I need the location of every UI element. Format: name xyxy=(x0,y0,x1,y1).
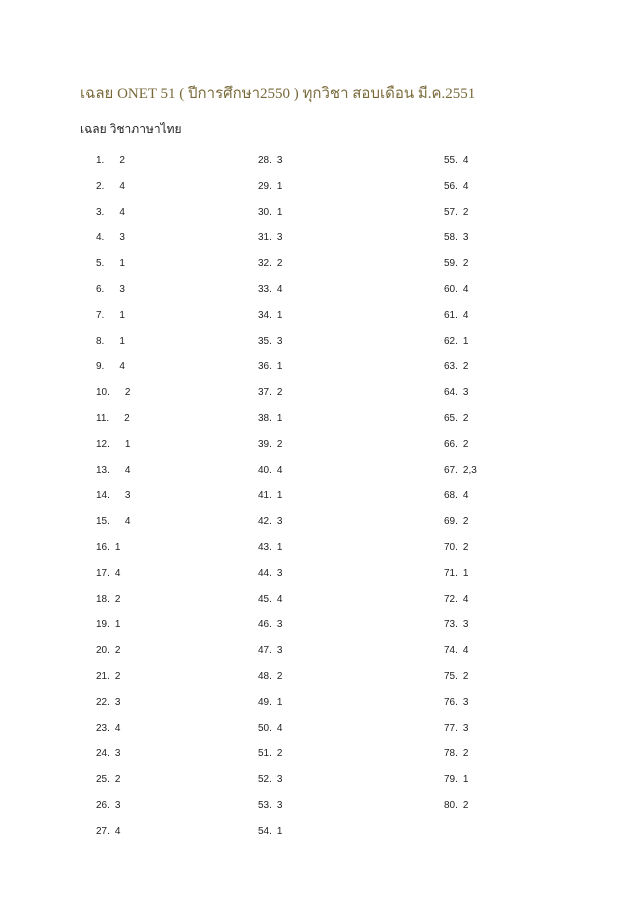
answer-item xyxy=(258,386,282,412)
answer-value: 1 xyxy=(119,258,125,270)
answer-column-1 xyxy=(96,154,130,851)
question-number: 48. xyxy=(258,670,272,682)
answer-item xyxy=(96,799,130,825)
answer-item xyxy=(96,489,130,515)
question-number: 29. xyxy=(258,180,272,192)
question-number: 11. xyxy=(96,412,110,424)
question-number: 67. xyxy=(444,464,458,476)
question-number: 2. xyxy=(96,180,105,192)
answer-item xyxy=(444,747,477,773)
answer-value: 4 xyxy=(462,645,469,657)
question-number: 71. xyxy=(444,567,458,579)
answer-item xyxy=(96,722,130,748)
answer-item xyxy=(444,438,477,464)
question-number: 33. xyxy=(258,283,272,295)
question-number: 64. xyxy=(444,387,458,399)
answer-value: 2 xyxy=(276,438,283,450)
answer-item xyxy=(258,283,282,309)
answer-item xyxy=(258,180,282,206)
question-number: 65. xyxy=(444,412,458,424)
answer-value: 1 xyxy=(114,619,121,631)
answer-value: 2 xyxy=(276,748,283,760)
answer-value: 2,3 xyxy=(462,464,477,476)
answer-item xyxy=(96,360,130,386)
answer-item xyxy=(258,438,282,464)
answer-value: 2 xyxy=(462,516,469,528)
answer-value: 3 xyxy=(119,283,125,295)
question-number: 7. xyxy=(96,309,105,321)
answer-item xyxy=(258,593,282,619)
question-number: 80. xyxy=(444,799,458,811)
answer-value: 3 xyxy=(119,232,125,244)
question-number: 16. xyxy=(96,541,110,553)
answer-value: 1 xyxy=(276,361,283,373)
question-number: 49. xyxy=(258,696,272,708)
question-number: 14. xyxy=(96,490,110,502)
answer-item xyxy=(444,696,477,722)
question-number: 59. xyxy=(444,258,458,270)
question-number: 21. xyxy=(96,670,110,682)
answer-item xyxy=(258,335,282,361)
question-number: 28. xyxy=(258,155,272,166)
answer-item xyxy=(96,283,130,309)
answer-item xyxy=(258,747,282,773)
answer-item xyxy=(444,386,477,412)
answer-value: 4 xyxy=(119,206,125,218)
question-number: 15. xyxy=(96,516,110,528)
question-number: 69. xyxy=(444,516,458,528)
question-number: 10. xyxy=(96,387,110,399)
question-number: 40. xyxy=(258,464,272,476)
question-number: 30. xyxy=(258,206,272,218)
question-number: 47. xyxy=(258,645,272,657)
answer-value: 1 xyxy=(119,335,125,347)
answer-value: 3 xyxy=(462,722,469,734)
answer-value: 4 xyxy=(114,567,121,579)
answer-item xyxy=(444,593,477,619)
answer-item xyxy=(96,206,130,232)
question-number: 76. xyxy=(444,696,458,708)
section-heading: เฉลย วิชาภาษาไทย xyxy=(80,122,182,136)
answer-value: 4 xyxy=(462,490,469,502)
answer-value: 4 xyxy=(114,722,121,734)
question-number: 75. xyxy=(444,670,458,682)
question-number: 73. xyxy=(444,619,458,631)
question-number: 37. xyxy=(258,387,272,399)
answer-item xyxy=(258,309,282,335)
answer-item xyxy=(96,412,130,438)
answer-item xyxy=(444,644,477,670)
question-number: 32. xyxy=(258,258,272,270)
answer-item xyxy=(96,464,130,490)
question-number: 20. xyxy=(96,645,110,657)
question-number: 31. xyxy=(258,232,272,244)
answer-item xyxy=(444,515,477,541)
answer-item xyxy=(444,773,477,799)
answer-value: 2 xyxy=(124,412,130,424)
question-number: 46. xyxy=(258,619,272,631)
answer-item xyxy=(258,257,282,283)
answer-value: 3 xyxy=(462,232,469,244)
question-number: 9. xyxy=(96,361,105,373)
answer-value: 4 xyxy=(462,309,469,321)
question-number: 58. xyxy=(444,232,458,244)
answer-value: 4 xyxy=(276,593,283,605)
question-number: 66. xyxy=(444,438,458,450)
answer-item xyxy=(444,618,477,644)
answer-item xyxy=(96,438,130,464)
answer-item xyxy=(96,309,130,335)
answer-value: 4 xyxy=(276,722,283,734)
answer-value: 1 xyxy=(119,309,125,321)
answer-item xyxy=(96,386,130,412)
answer-value: 1 xyxy=(462,774,469,786)
answer-value: 4 xyxy=(276,283,283,295)
question-number: 6. xyxy=(96,283,105,295)
question-number: 38. xyxy=(258,412,272,424)
answer-value: 4 xyxy=(462,593,469,605)
answer-value: 1 xyxy=(462,335,469,347)
question-number: 17. xyxy=(96,567,110,579)
question-number: 3. xyxy=(96,206,105,218)
answer-value: 2 xyxy=(114,670,121,682)
question-number: 72. xyxy=(444,593,458,605)
answer-value: 2 xyxy=(119,155,125,166)
answer-item xyxy=(258,696,282,722)
answer-value: 3 xyxy=(114,696,121,708)
answer-item xyxy=(444,257,477,283)
answer-value: 2 xyxy=(462,258,469,270)
answer-value: 3 xyxy=(276,619,283,631)
answer-value: 4 xyxy=(124,464,131,476)
question-number: 39. xyxy=(258,438,272,450)
answer-item xyxy=(258,154,282,180)
answer-item xyxy=(96,541,130,567)
question-number: 60. xyxy=(444,283,458,295)
answer-item xyxy=(258,670,282,696)
answer-item xyxy=(444,799,477,825)
question-number: 43. xyxy=(258,541,272,553)
question-number: 56. xyxy=(444,180,458,192)
answer-item xyxy=(444,309,477,335)
answer-item xyxy=(444,567,477,593)
answer-item xyxy=(444,206,477,232)
answer-value: 3 xyxy=(462,387,469,399)
answer-item xyxy=(444,412,477,438)
answer-item xyxy=(444,541,477,567)
question-number: 57. xyxy=(444,206,458,218)
answer-item xyxy=(444,180,477,206)
answer-value: 2 xyxy=(462,748,469,760)
question-number: 1. xyxy=(96,155,105,166)
answer-item xyxy=(444,154,477,180)
question-number: 53. xyxy=(258,799,272,811)
answer-item xyxy=(96,257,130,283)
answer-item xyxy=(444,489,477,515)
answer-value: 1 xyxy=(276,206,283,218)
question-number: 54. xyxy=(258,825,272,837)
question-number: 41. xyxy=(258,490,272,502)
answer-value: 4 xyxy=(119,180,125,192)
question-number: 26. xyxy=(96,799,110,811)
question-number: 4. xyxy=(96,232,105,244)
question-number: 36. xyxy=(258,361,272,373)
question-number: 61. xyxy=(444,309,458,321)
answer-column-3 xyxy=(444,154,477,825)
answer-value: 1 xyxy=(276,309,283,321)
question-number: 27. xyxy=(96,825,110,837)
answer-item xyxy=(258,618,282,644)
answer-item xyxy=(444,231,477,257)
answer-item xyxy=(96,696,130,722)
page-title: เฉลย ONET 51 ( ปีการศึกษา2550 ) ทุกวิชา สอบเดือน มี.ค.2551 xyxy=(80,86,476,102)
answer-value: 3 xyxy=(124,490,131,502)
answer-value: 4 xyxy=(276,464,283,476)
answer-value: 2 xyxy=(462,412,469,424)
answer-value: 2 xyxy=(276,258,283,270)
answer-value: 2 xyxy=(462,438,469,450)
question-number: 13. xyxy=(96,464,110,476)
answer-value: 2 xyxy=(114,774,121,786)
answer-value: 4 xyxy=(462,180,469,192)
answer-value: 4 xyxy=(119,361,125,373)
answer-item xyxy=(96,618,130,644)
answer-value: 4 xyxy=(462,155,469,166)
question-number: 79. xyxy=(444,774,458,786)
answer-item xyxy=(96,515,130,541)
answer-item xyxy=(258,515,282,541)
answer-item xyxy=(258,799,282,825)
answer-item xyxy=(96,180,130,206)
answer-value: 4 xyxy=(114,825,121,837)
answer-value: 1 xyxy=(276,541,283,553)
answer-value: 3 xyxy=(276,799,283,811)
answer-value: 1 xyxy=(276,825,283,837)
answer-value: 2 xyxy=(462,206,469,218)
answer-item xyxy=(258,231,282,257)
question-number: 12. xyxy=(96,438,110,450)
answer-value: 1 xyxy=(124,438,131,450)
answer-value: 3 xyxy=(114,799,121,811)
answer-value: 2 xyxy=(114,645,121,657)
answer-value: 3 xyxy=(276,774,283,786)
question-number: 35. xyxy=(258,335,272,347)
answer-item xyxy=(96,747,130,773)
answer-value: 3 xyxy=(276,567,283,579)
answer-value: 2 xyxy=(462,541,469,553)
question-number: 42. xyxy=(258,516,272,528)
answer-item xyxy=(96,335,130,361)
answer-value: 3 xyxy=(462,619,469,631)
answer-item xyxy=(258,773,282,799)
question-number: 74. xyxy=(444,645,458,657)
answer-item xyxy=(444,360,477,386)
answer-value: 1 xyxy=(276,180,283,192)
answer-item xyxy=(96,644,130,670)
question-number: 68. xyxy=(444,490,458,502)
answer-item xyxy=(444,283,477,309)
answer-item xyxy=(258,412,282,438)
answer-value: 2 xyxy=(462,361,469,373)
question-number: 44. xyxy=(258,567,272,579)
answer-item xyxy=(258,206,282,232)
question-number: 77. xyxy=(444,722,458,734)
answer-value: 1 xyxy=(462,567,469,579)
question-number: 63. xyxy=(444,361,458,373)
answer-item xyxy=(96,593,130,619)
question-number: 62. xyxy=(444,335,458,347)
answer-value: 4 xyxy=(462,283,469,295)
answer-value: 4 xyxy=(124,516,131,528)
question-number: 34. xyxy=(258,309,272,321)
question-number: 70. xyxy=(444,541,458,553)
answer-item xyxy=(258,644,282,670)
answer-value: 2 xyxy=(462,670,469,682)
answer-item xyxy=(96,773,130,799)
question-number: 50. xyxy=(258,722,272,734)
answer-item xyxy=(96,231,130,257)
answer-item xyxy=(444,335,477,361)
answer-item xyxy=(444,722,477,748)
answer-item xyxy=(444,464,477,490)
answer-item xyxy=(258,489,282,515)
answer-value: 3 xyxy=(276,232,283,244)
answer-item xyxy=(258,567,282,593)
answer-item xyxy=(258,360,282,386)
answer-value: 2 xyxy=(276,670,283,682)
question-number: 8. xyxy=(96,335,105,347)
answer-value: 3 xyxy=(276,516,283,528)
answer-value: 3 xyxy=(462,696,469,708)
answer-value: 1 xyxy=(114,541,121,553)
answer-item xyxy=(444,670,477,696)
answer-value: 1 xyxy=(276,490,283,502)
answer-value: 3 xyxy=(276,155,283,166)
answer-value: 1 xyxy=(276,412,283,424)
answer-value: 1 xyxy=(276,696,283,708)
answer-value: 2 xyxy=(124,387,131,399)
answer-item xyxy=(258,464,282,490)
answer-value: 2 xyxy=(276,387,283,399)
answer-item xyxy=(96,154,130,180)
answer-item xyxy=(258,825,282,851)
question-number: 19. xyxy=(96,619,110,631)
question-number: 22. xyxy=(96,696,110,708)
question-number: 51. xyxy=(258,748,272,760)
question-number: 45. xyxy=(258,593,272,605)
answer-item xyxy=(258,541,282,567)
answer-column-2 xyxy=(258,154,282,851)
answer-value: 3 xyxy=(276,335,283,347)
question-number: 24. xyxy=(96,748,110,760)
question-number: 55. xyxy=(444,155,458,166)
question-number: 5. xyxy=(96,258,105,270)
question-number: 78. xyxy=(444,748,458,760)
answer-item xyxy=(258,722,282,748)
answer-item xyxy=(96,825,130,851)
question-number: 23. xyxy=(96,722,110,734)
answer-value: 2 xyxy=(114,593,121,605)
answer-item xyxy=(96,567,130,593)
answer-value: 3 xyxy=(276,645,283,657)
question-number: 25. xyxy=(96,774,110,786)
answer-value: 3 xyxy=(114,748,121,760)
question-number: 18. xyxy=(96,593,110,605)
question-number: 52. xyxy=(258,774,272,786)
answer-value: 2 xyxy=(462,799,469,811)
answer-item xyxy=(96,670,130,696)
